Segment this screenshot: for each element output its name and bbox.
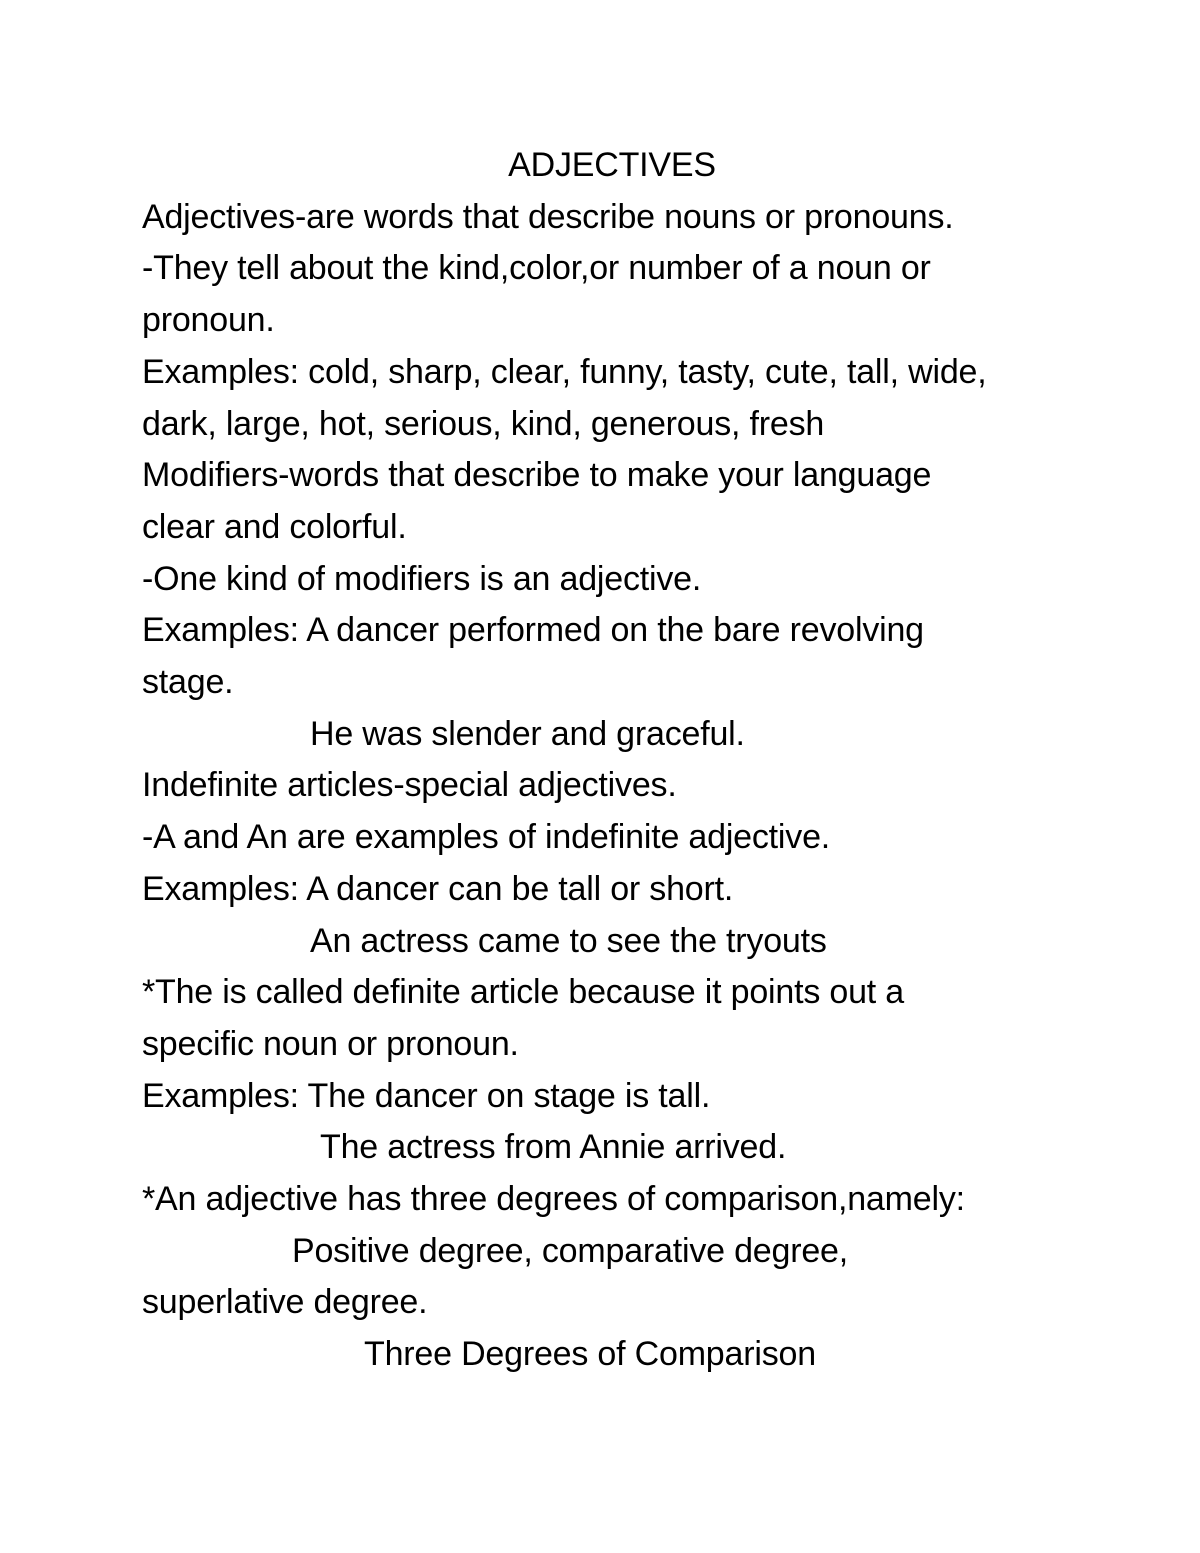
text-line-example-dancer: Examples: A dancer performed on the bare revolving <box>142 611 924 650</box>
text-line-definite-article: *The is called definite article because it points out a <box>142 973 905 1012</box>
text-line-a-and-an: -A and An are examples of indefinite adjective. <box>142 818 831 857</box>
text-line-actress-tryouts: An actress came to see the tryouts <box>310 921 827 960</box>
text-line-example-tall-short: Examples: A dancer can be tall or short. <box>142 869 734 908</box>
text-line-modifiers-cont: clear and colorful. <box>142 507 407 546</box>
text-line-three-degrees-intro: *An adjective has three degrees of comparison,namely: <box>142 1180 965 1219</box>
text-line-positive-comparative: Positive degree, comparative degree, <box>292 1231 849 1270</box>
text-line-examples-list: Examples: cold, sharp, clear, funny, tasty, cute, tall, wide, <box>142 352 987 391</box>
text-line-examples-list-cont: dark, large, hot, serious, kind, generous, fresh <box>142 404 825 443</box>
text-line-one-kind: -One kind of modifiers is an adjective. <box>142 559 702 598</box>
text-line-specific-noun: specific noun or pronoun. <box>142 1024 519 1063</box>
text-line-kind-color: -They tell about the kind,color,or number of a noun or <box>142 249 931 288</box>
text-line-modifiers: Modifiers-words that describe to make your language <box>142 456 932 495</box>
text-line-pronoun: pronoun. <box>142 301 275 340</box>
text-line-stage: stage. <box>142 663 234 702</box>
text-line-example-stage-tall: Examples: The dancer on stage is tall. <box>142 1076 711 1115</box>
text-line-actress-annie: The actress from Annie arrived. <box>320 1128 787 1167</box>
text-line-slender: He was slender and graceful. <box>310 714 745 753</box>
text-line-definition: Adjectives-are words that describe nouns or pronouns. <box>142 197 954 236</box>
text-line-superlative: superlative degree. <box>142 1283 428 1322</box>
text-line-indefinite-articles: Indefinite articles-special adjectives. <box>142 766 677 805</box>
document-title: ADJECTIVES <box>508 146 716 184</box>
section-heading-three-degrees: Three Degrees of Comparison <box>364 1335 816 1374</box>
document-body <box>142 140 1082 1381</box>
